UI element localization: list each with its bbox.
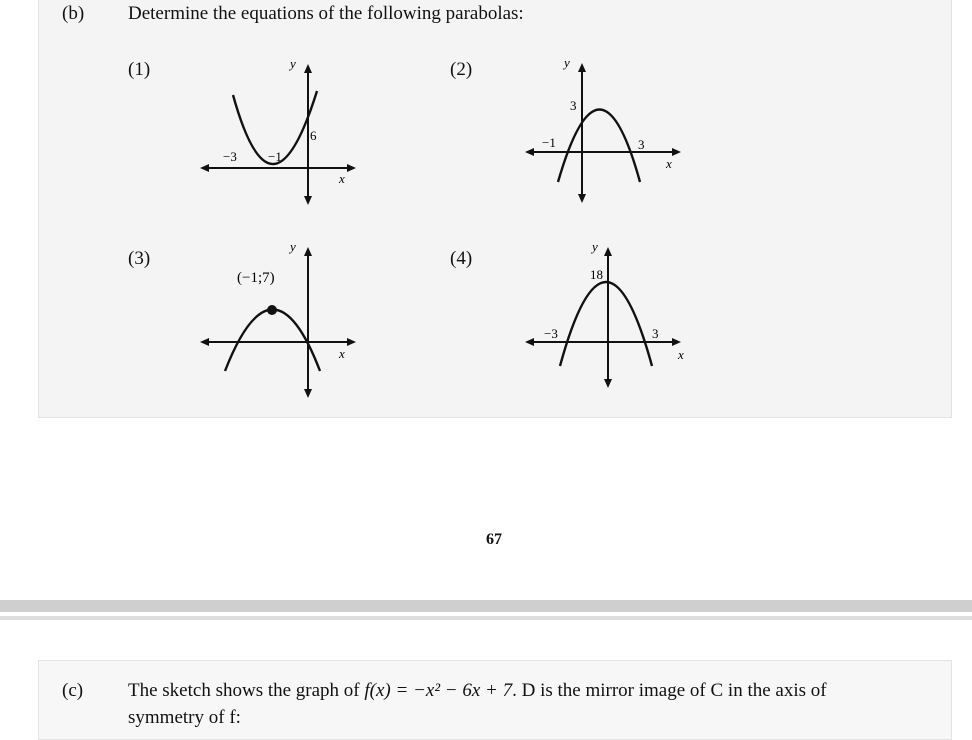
y-axis-label: y bbox=[592, 239, 598, 254]
y-axis-arrow-down bbox=[578, 194, 586, 203]
turning-point-marker bbox=[267, 305, 277, 315]
graph-2-label: (2) bbox=[450, 59, 473, 80]
question-b-panel bbox=[38, 0, 952, 418]
parabola-curve bbox=[558, 110, 640, 183]
x-axis-arrow-right bbox=[672, 148, 681, 156]
part-c-text-prefix: The sketch shows the graph of bbox=[128, 680, 365, 701]
turning-point-label: (−1;7) bbox=[237, 270, 275, 286]
x-axis-arrow-left bbox=[200, 164, 209, 172]
page-break-divider bbox=[0, 600, 972, 612]
graph-3-label: (3) bbox=[128, 248, 151, 269]
y-axis-arrow-down bbox=[304, 389, 312, 398]
parabola-graph-1 bbox=[195, 55, 365, 210]
part-b-instruction: Determine the equations of the following parabolas: bbox=[128, 3, 524, 24]
y-axis-arrow-up bbox=[578, 63, 586, 72]
y-intercept-label: 3 bbox=[570, 98, 577, 113]
page-number: 67 bbox=[486, 531, 502, 548]
y-axis-label: y bbox=[564, 55, 570, 70]
x-axis-label: x bbox=[666, 156, 672, 171]
graph-1-label: (1) bbox=[128, 59, 151, 80]
y-axis-arrow-down bbox=[304, 196, 312, 205]
parabola-graph-3 bbox=[195, 238, 365, 408]
root-label-left: −3 bbox=[223, 149, 237, 164]
y-intercept-label: 6 bbox=[310, 128, 317, 143]
root-label-right: −1 bbox=[268, 149, 282, 164]
part-c-text-line2: symmetry of f: bbox=[128, 707, 241, 728]
y-axis-label: y bbox=[290, 239, 296, 254]
y-axis-arrow-down bbox=[604, 379, 612, 388]
root-label-left: −1 bbox=[542, 135, 556, 150]
part-b-label: (b) bbox=[62, 3, 85, 24]
x-axis-label: x bbox=[339, 346, 345, 361]
parabola-graph-2 bbox=[520, 52, 690, 212]
part-c-function: f(x) = −x² − 6x + 7 bbox=[364, 680, 513, 701]
parabola-curve bbox=[560, 282, 652, 366]
root-label-right: 3 bbox=[652, 326, 659, 341]
x-axis-arrow-left bbox=[525, 148, 534, 156]
x-axis-arrow-left bbox=[200, 338, 209, 346]
root-label-right: 3 bbox=[638, 137, 645, 152]
x-axis-arrow-right bbox=[347, 164, 356, 172]
y-intercept-label: 18 bbox=[590, 267, 603, 282]
y-axis-arrow-up bbox=[304, 64, 312, 73]
x-axis-label: x bbox=[339, 171, 345, 186]
x-axis-label: x bbox=[678, 347, 684, 362]
y-axis-arrow-up bbox=[604, 247, 612, 256]
graph-4-label: (4) bbox=[450, 248, 473, 269]
x-axis-arrow-right bbox=[347, 338, 356, 346]
root-label-left: −3 bbox=[544, 326, 558, 341]
x-axis-arrow-right bbox=[672, 338, 681, 346]
part-c-label: (c) bbox=[62, 680, 84, 701]
y-axis-label: y bbox=[290, 56, 296, 71]
part-c-text bbox=[128, 680, 827, 702]
y-axis-arrow-up bbox=[304, 247, 312, 256]
parabola-graph-4 bbox=[520, 238, 690, 398]
x-axis-arrow-left bbox=[525, 338, 534, 346]
parabola-curve bbox=[225, 310, 320, 372]
part-c-text-suffix: . D is the mirror image of C in the axis of bbox=[512, 680, 827, 701]
page-break-divider-secondary bbox=[0, 616, 972, 620]
